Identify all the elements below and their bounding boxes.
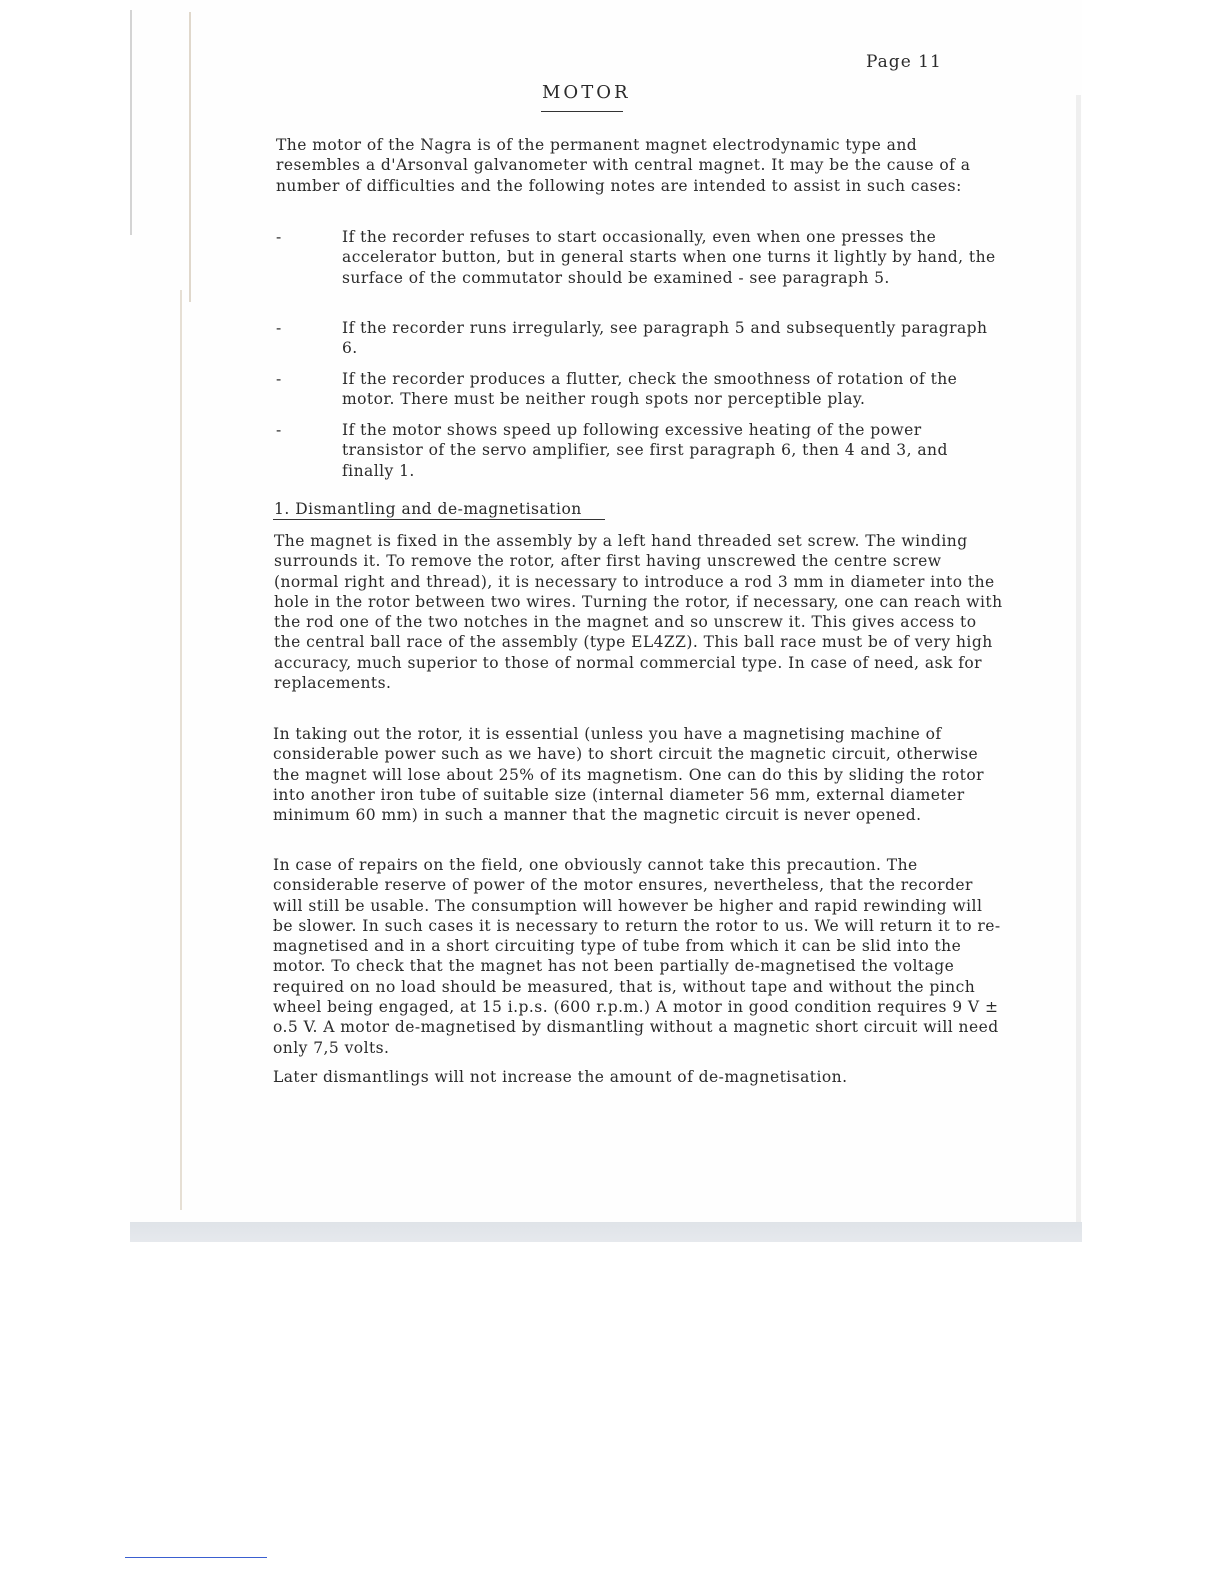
bullet-dash: -	[276, 370, 282, 388]
bullet-dash: -	[276, 228, 282, 246]
bullet-text: If the recorder produces a flutter, check the smoothness of rotation of the motor. There must be neither rough spots nor perceptible play.	[342, 370, 958, 409]
binding-fold	[189, 12, 191, 302]
title-underline	[541, 111, 623, 112]
bullet-text: If the recorder refuses to start occasionally, even when one presses the accelerator button, but in general starts when one turns it lightly by hand, the surface of the commutator should be examined - see paragraph 5.	[342, 228, 996, 287]
page-title: MOTOR	[542, 82, 631, 103]
section-paragraph: In taking out the rotor, it is essential (unless you have a magnetising machine of considerable power such as we have) to short circuit the magnetic circuit, otherwise the magnet will lose about 25% of its magnetism. One can do this by sliding the rotor into another iron tube of suitable size (internal diameter 56 mm, external diameter minimum 60 mm) in such a manner that the magnetic circuit is never opened.	[273, 725, 984, 825]
page-number: Page 11	[866, 52, 942, 72]
intro-paragraph: The motor of the Nagra is of the permanent magnet electrodynamic type and resembles a d'Arsonval galvanometer with central magnet. It may be the cause of a number of difficulties and the following notes are intended to assist in such cases:	[276, 136, 971, 195]
bullet-dash: -	[276, 421, 282, 439]
section-heading: 1. Dismantling and de-magnetisation	[274, 500, 582, 518]
binding-fold-lower	[180, 290, 182, 1210]
section-paragraph: Later dismantlings will not increase the amount of de-magnetisation.	[273, 1068, 848, 1086]
bullet-text: If the motor shows speed up following excessive heating of the power transistor of the servo amplifier, see first paragraph 6, then 4 and 3, and finally 1.	[342, 421, 948, 480]
section-paragraph: In case of repairs on the field, one obviously cannot take this precaution. The considerable reserve of power of the motor ensures, nevertheless, that the recorder will still be usable. The consumption will however be higher and rapid rewinding will be slower. In such cases it is necessary to return the rotor to us. We will return it to re-magnetised and in a short circuiting type of tube from which it can be slid into the motor. To check that the magnet has not been partially de-magnetised the voltage required on no load should be measured, that is, without tape and without the pinch wheel being engaged, at 15 i.p.s. (600 r.p.m.) A motor in good condition requires 9 V ± o.5 V. A motor de-magnetised by dismantling without a magnetic short circuit will need only 7,5 volts.	[273, 856, 1001, 1057]
footer-link-underline	[125, 1557, 267, 1558]
bullet-dash: -	[276, 319, 282, 337]
page-bottom-shadow	[130, 1222, 1082, 1242]
section-paragraph: The magnet is fixed in the assembly by a left hand threaded set screw. The winding surrounds it. To remove the rotor, after first having unscrewed the centre screw (normal right and thread), it is necessary to introduce a rod 3 mm in diameter into the hole in the rotor between two wires. Turning the rotor, if necessary, one can reach with the rod one of the two notches in the magnet and so unscrew it. This gives access to the central ball race of the assembly (type EL4ZZ). This ball race must be of very high accuracy, much superior to those of normal commercial type. In case of need, ask for replacements.	[274, 532, 1003, 693]
binding-edge	[130, 10, 132, 235]
bullet-text: If the recorder runs irregularly, see paragraph 5 and subsequently paragraph 6.	[342, 319, 988, 358]
page-right-edge	[1076, 95, 1081, 1230]
section-heading-underline	[273, 519, 605, 520]
